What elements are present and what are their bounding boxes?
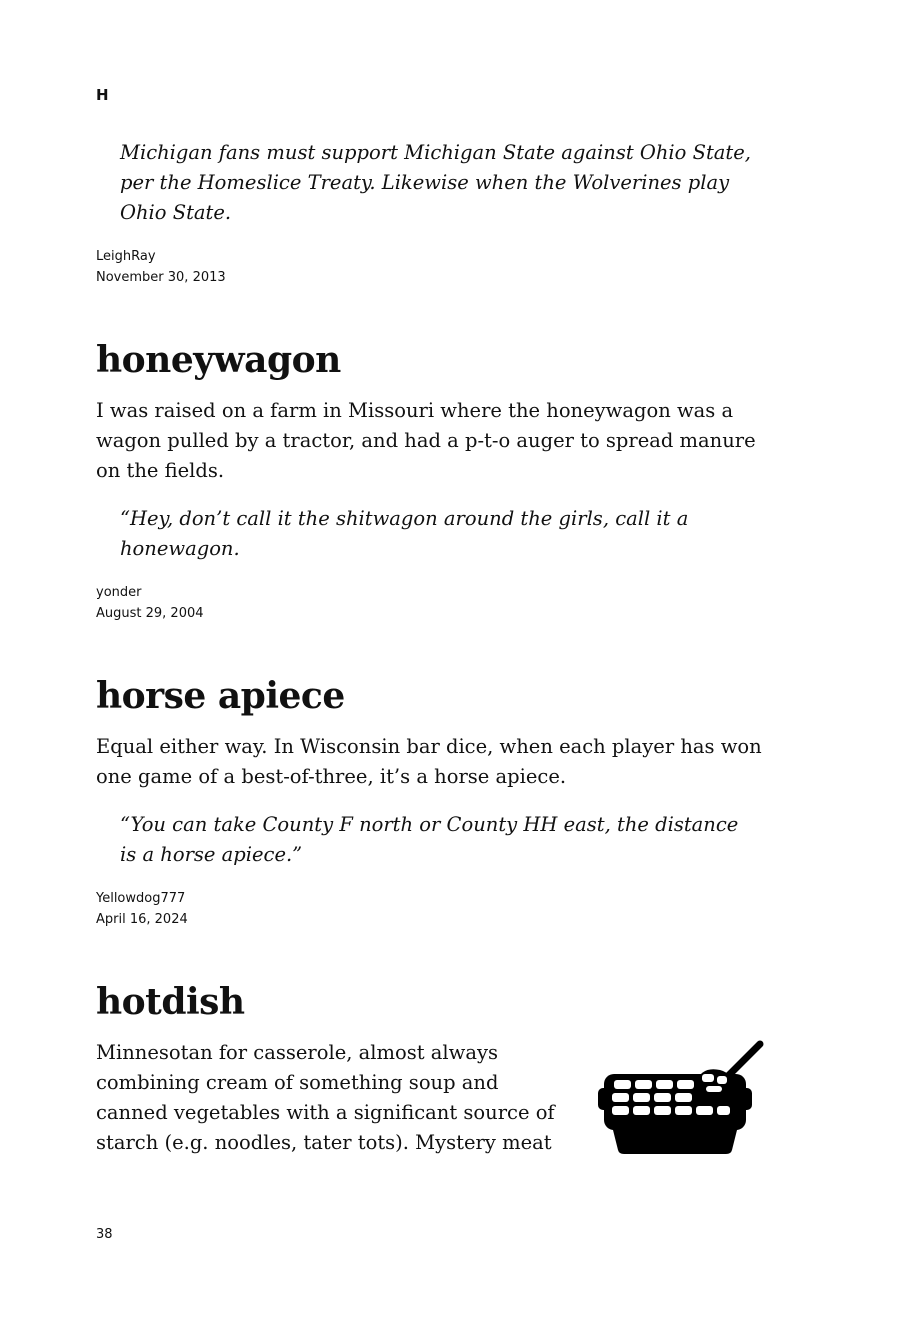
entry-definition: Equal either way. In Wisconsin bar dice, when each player has won one game of a best-of-three, it’s a horse apiece. [96, 735, 762, 788]
entry-author: LeighRay [96, 249, 156, 264]
entry-author: Yellowdog777 [96, 891, 186, 906]
entry-author: yonder [96, 585, 142, 600]
entry-term: horse apiece [96, 675, 345, 717]
section-letter: H [96, 86, 109, 104]
page-number: 38 [96, 1227, 113, 1242]
casserole-icon [598, 1038, 768, 1156]
entry-quote: “You can take County F north or County HH east, the distance is a horse apiece.” [120, 813, 739, 866]
entry-date: April 16, 2024 [96, 912, 188, 927]
entry-definition: Minnesotan for casserole, almost always combining cream of something soup and canned vegetables with a significant source of starch (e.g. noodles, tater tots). Mystery meat [96, 1041, 555, 1154]
entry-quote: “Hey, don’t call it the shitwagon around the girls, call it a honewagon. [120, 507, 689, 560]
entry-quote: Michigan fans must support Michigan State against Ohio State, per the Homeslice Treaty. Likewise when the Wolverines play Ohio State. [120, 141, 751, 224]
entry-date: August 29, 2004 [96, 606, 204, 621]
entry-date: November 30, 2013 [96, 270, 226, 285]
entry-definition: I was raised on a farm in Missouri where the honeywagon was a wagon pulled by a tractor, and had a p-t-o auger to spread manure on the fields. [96, 399, 756, 482]
entry-term: honeywagon [96, 339, 341, 381]
entry-term: hotdish [96, 981, 245, 1023]
